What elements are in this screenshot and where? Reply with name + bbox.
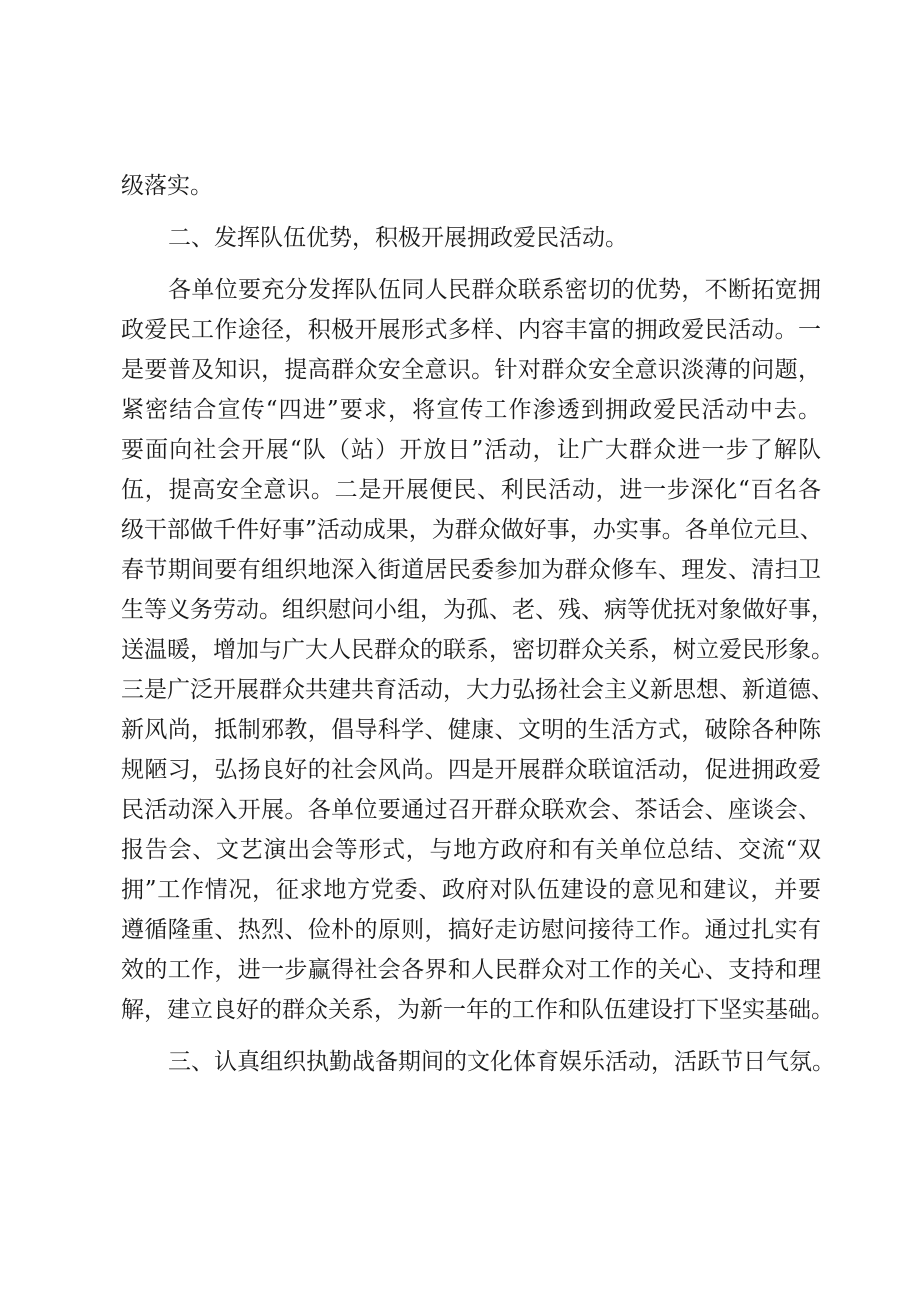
text-line: 送温暖，增加与广大人民群众的联系，密切群众关系，树立爱民形象。 — [121, 637, 834, 663]
text-line: 各单位要充分发挥队伍同人民群众联系密切的优势，不断拓宽拥 — [168, 277, 821, 303]
text-line: 遵循隆重、热烈、俭朴的原则，搞好走访慰问接待工作。通过扎实有 — [121, 917, 821, 943]
text-line: 生等义务劳动。组织慰问小组，为孤、老、残、病等优抚对象做好事， — [121, 597, 834, 623]
text-line: 解，建立良好的群众关系，为新一年的工作和队伍建设打下坚实基础。 — [121, 997, 834, 1023]
text-line: 效的工作，进一步赢得社会各界和人民群众对工作的关心、支持和理 — [121, 957, 821, 983]
text-line: 拥”工作情况，征求地方党委、政府对队伍建设的意见和建议，并要 — [121, 877, 821, 903]
section-heading: 二、发挥队伍优势，积极开展拥政爱民活动。 — [168, 225, 628, 251]
text-line: 春节期间要有组织地深入街道居民委参加为群众修车、理发、清扫卫 — [121, 557, 821, 583]
text-line: 级干部做千件好事”活动成果，为群众做好事，办实事。各单位元旦、 — [121, 517, 823, 543]
text-line: 新风尚，抵制邪教，倡导科学、健康、文明的生活方式，破除各种陈 — [121, 717, 821, 743]
section-heading: 三、认真组织执勤战备期间的文化体育娱乐活动，活跃节日气氛。 — [168, 1049, 835, 1075]
text-line: 民活动深入开展。各单位要通过召开群众联欢会、茶话会、座谈会、 — [121, 797, 821, 823]
text-line: 报告会、文艺演出会等形式，与地方政府和有关单位总结、交流“双 — [121, 837, 821, 863]
text-line: 伍，提高安全意识。二是开展便民、利民活动，进一步深化“百名各 — [121, 477, 821, 503]
text-line: 要面向社会开展“队（站）开放日”活动，让广大群众进一步了解队 — [121, 437, 821, 463]
text-line: 级落实。 — [121, 173, 213, 199]
text-line: 是要普及知识，提高群众安全意识。针对群众安全意识淡薄的问题， — [121, 357, 821, 383]
text-line: 规陋习，弘扬良好的社会风尚。四是开展群众联谊活动，促进拥政爱 — [121, 757, 821, 783]
text-line: 紧密结合宣传“四进”要求，将宣传工作渗透到拥政爱民活动中去。 — [121, 397, 821, 423]
text-line: 政爱民工作途径，积极开展形式多样、内容丰富的拥政爱民活动。一 — [121, 317, 821, 343]
text-line: 三是广泛开展群众共建共育活动，大力弘扬社会主义新思想、新道德、 — [121, 677, 834, 703]
